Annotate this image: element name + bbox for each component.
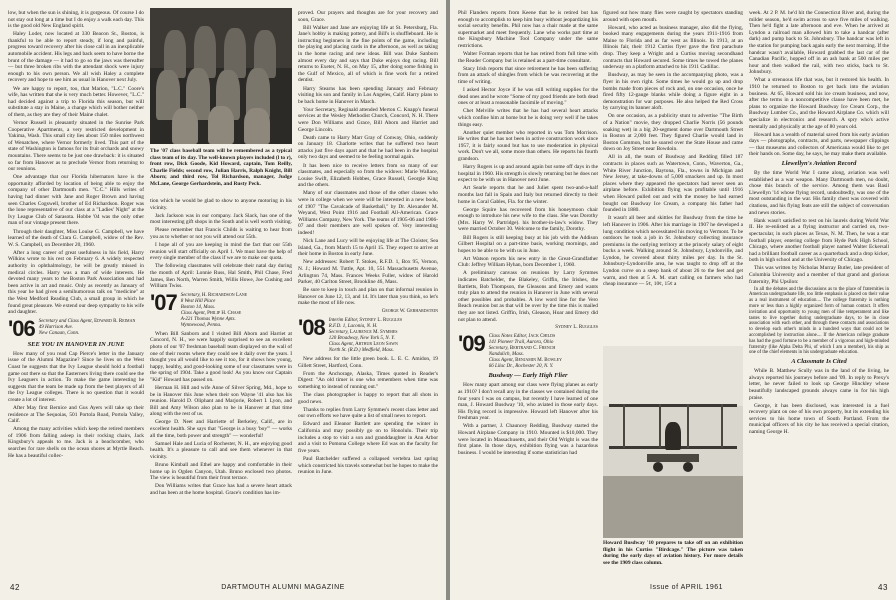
paragraph: Bill Walker and Jane are enjoying life at St. Petersburg, Fla. Jane's hobby is making pottery, and Bill's is shuffleboard. He is instructing beginners in the fine points of the game, including the playing and placing cards in the afternoon, as well as taking in the home racing and new ideas. Bill was Duke Sanborn almost every day and says that Duke enjoys dog racing. Bill returns to Exeter, N. H., on May 15, after doing some fishing in the Gulf of Mexico, all of which is fine work for a retired dentist. (298, 24, 438, 84)
right-column-1 (458, 10, 598, 578)
class-year: '08 (298, 315, 325, 341)
paragraph: Howard, who acted as business manager, also did the flying, booked many engagements during the years 1911-1916 from Maine to Florida and as far west as Illinois. In 1913, at an Illinois fair, their 1912 Curtiss flyer gave the first parachute drop. They keep a Wright and a Curtiss moving secondhand contracts that Howard secured. Some times he towed the planes underway on a platform attached to his 1911 Cadillac. (603, 24, 743, 71)
paragraph: While B. Matthew Scully was in the land of the living, he always reported his journeys before and '09. In reply to Prexy's letter, he never failed to look up George Hinckley whose beautifully landscaped grounds always came in for his high praise. (749, 368, 889, 401)
paragraph: Bruno Kimball and Ethel are happy and comfortable in their home up in Ogden Canyon, Utah. Bruno enclosed two photos. The view is beautiful from their front terrace. (150, 462, 292, 482)
section-subheading: SEE YOU IN HANOVER IN JUNE (27, 340, 125, 348)
baseball-team-photo (150, 8, 292, 144)
right-column-2 (603, 10, 743, 340)
paragraph: George D. Neet and Harriette of Berkeley, Calif., are in excellent health. She says that "George is a busy 'boy'" — works all the time, both power and strength" — wonderful! (150, 419, 292, 439)
paragraph: Busdway, as may be seen in the accompanying photo, was a flyer in his own right. Some times he would go up and drop bombs made from pieces of rock and, on one occasion, once he fired fifty 12-gauge blanks while doing a figure eight in a demonstration for war purposes. He also helped the Red Cross by carrying its banner aloft. (603, 72, 743, 112)
paragraph: By the time World War I came along, aviation was well established as a war weapon. Many Dartmouth men, no doubt, chose this branch of the service. Among them was Basil Llewellyn '14 whose flying record, undoubtedly, was one of the most outstanding in the war. His family chest was covered with citations, and his flying feats are still the subject of conversation and news stories. (749, 170, 889, 216)
paragraph: The following classmates will celebrate their natal day during the month of April: Lonnie Russ, Hal Smith, Phil Chase, Fred James, Ben North, Warren Smith, Willis Howe, Joe Cushing and William Twiss. (150, 263, 292, 290)
paragraph: After a long career of great usefulness in his field, Harry Wilkins wrote to his rest on February 6. A widely respected authority in ophthalmology, he will be greatly missed in medical circles. Harry was a man of wide interests. He devoted many years to the Boston Park Association and had been active in art and music. Only as recently as January of this year he had given a semihumorous talk on "medicine" at the West Medford Reading Club, a small group in which he found great pleasure. We extend our deep sympathy to his wife and daughter. (8, 249, 144, 316)
paragraph: Thanks to replies from Larry Symmes's recent class letter and our own efforts we have quite a list of small news to report. (298, 406, 438, 420)
paragraph: Don Williams writes that Grace has had a severe heart attack and has been at the home hospital. Grace's condition has im- (150, 483, 292, 496)
paragraph: low, but when the sun is shining, it is gorgeous. Of course I do not stay out long at a time but I do enjoy a walk each day. This is the good old New England spirit. (8, 10, 144, 30)
issue-label: Issue of APRIL 1961 (650, 584, 724, 591)
airplane-photo (603, 346, 743, 538)
quote-paragraph: In all the debates and the discussions as to the place of fraternities in American undergraduate life, too little emphasis is placed on their value as a real instrument of education.... The college fraternity is nothing more or less than a highly organized form of human contact. It offers invitation and opportunity to young men of like temperament and like tastes to live together during undergraduate days, to be in close association with each other, and through these contacts and associations to develop each other's minds in a hundred ways that could not be accomplished by instruction alone.... If the American college graduate has had the good fortune to be a member of a vigorous and high-minded fraternity (like Alpha Delta Phi, of which I am a member), his ship as one of the chief elements in his undergraduate education. (749, 286, 889, 356)
magazine-title: DARTMOUTH ALUMNI MAGAZINE (221, 584, 345, 591)
paragraph: Stacy Irish reports that since retirement he has been suffering from an attack of shingles from which he was recovering at the time of writing. (458, 65, 598, 85)
section-subheading: Llewellyn's Aviation Record (781, 160, 857, 168)
paragraph: Hank wasn't satisfied to rest on his laurels during World War II. He re-enlisted as a flying instructor and carried on, two-spectacular, in such places as Texas, N. M. Then, he was a star football player, entering college from Hyde Park High School, Chicago, where another football player named Walter Eckersall had a brilliant football career as a quarterback and a drop kicker, both in high school and at the University of Chicago. (749, 217, 889, 264)
class-year: '07 (150, 289, 177, 315)
paragraph: Bill Rogers is still keeping busy at his job with the Addison Gilbert Hospital on a part-time basis, working mornings, and hopes to be able to be with us in June. (458, 234, 598, 254)
class-officers: Secretary and Class Agent, Edward R. Reiman 49 Harrison Ave. New Canaan, Conn. (38, 318, 136, 336)
paragraph: Walter Forman reports that he has retired from full time with the Reader Company but is retained as a part-time consultant. (458, 51, 598, 64)
section-subheading: Busdway — Early High Flier (488, 372, 568, 380)
paragraph: Samuel Hale and Lucia of Rochester, N. H., are enjoying good health. It's a pleasure to call and see them whenever in that vicinity. (150, 440, 292, 460)
paragraph: Art Watson reports his new entry in the Great-Grandfather Club: Jeffrey William Hyhan, born December 1, 1960. (458, 255, 598, 269)
paragraph: Be sure to keep in touch and plan on that informal reunion in Hanover on June 12, 13, and 14. It's later than you think, so let's make the most of life now. (298, 287, 438, 307)
paragraph: I asked Hector Joyce if he was still writing supplies for the dead ones and he wrote "Some of my good friends are both dead ones or at least a reasonable facsimile of moving." (458, 87, 598, 107)
class-year: '06 (8, 315, 35, 341)
paragraph: George, it has been disclosed, was interested in a fuel recovery plant on one of his own property, but its extending his services to his home town of South Portland. From the municipal officers of his city he has received a special citation, naming George H. (749, 402, 889, 436)
paragraph: Paul Batchelder suffered a collapsed vertebra last spring which constricted his travels somewhat but he hopes to make the reunion in June. (298, 455, 438, 476)
paragraph: When Bill Sanborn and I visited Bill Aborn and Harriet at Concord, N. H., we were happily surprised to see an excellent photo of our '07 freshman baseball team displayed on the wall of one of their rooms where they could see it daily over the years. I thought you all would like to see it too, for it shows how young, happy, healthy, and good-looking some of our classmates were in the spring of 1904. Take a good look! As you know our Captain "Kid" Howard has passed on. (150, 330, 292, 383)
signature: George W. Gerhardstein (381, 308, 438, 314)
paragraph: proved. Our prayers and thoughts are for your recovery and soon, Grace. (298, 10, 438, 23)
paragraph: New address for the little green book. L. E. C. Amidon, 19 Gillett Street, Hartford, Conn. (298, 356, 438, 369)
paragraph: With a partner, J. Chauncey Redding, Busdway started the Howard Airplane Company in 1910. Mounted is $10,000. They were located in Massachusetts, and their Old Wright is was the first plane. In those days, exhibition flying was a hazardous business. I would be interesting if some statistician had (458, 423, 598, 456)
paragraph: This was written by Nicholas Murray Butler, late president of Columbia University and a member of that grand and glorious fraternity, Phi Upsilon: (749, 265, 889, 285)
paragraph: figured out how many flies were caught by spectators standing around with open mouth. (603, 10, 743, 23)
class-header-1907 (150, 289, 292, 329)
paragraph: One advantage that our Florida hibernators have is the opportunity afforded by location of being able to enjoy the company of other Dartmouth men. "C.C." Hills writes of having had dinner with Jane and Roger Brown and having seen Charles Cogswell, brother of Ed Richardson. Roger was the lone representative of our class at a "Ladies' Night" at the Ivy League Club of Sarasota. Hobbe '04 was the only other man of our vintage present there. (8, 174, 144, 227)
paragraph: Nick Lane and Lucy will be enjoying life at The Cloister, Sea Island, Ga., from March 15 to April 15. They expect to arrive at their home in Boston in early June. (298, 238, 438, 258)
paragraph: Your Secretary, Reginald attended Merton C. Knapp's funeral services at the Wesley Methodist Church, Concord, N. H. There were Don Williams and Grace, Bill Aborn and Harriet and George Lincoln. (298, 106, 438, 133)
class-header-1908 (298, 315, 438, 354)
left-page-footer (0, 583, 446, 595)
paragraph: Phil Flanders reports from Keene that he is retired but has enough to accomplish to keep him busy without jeopardizing his social security benefits. Phil now has a chair made at the same supermarket and meet frequently. Lane who works part time at the Kingsbury Machine Tool Company under the same restrictions. (458, 10, 598, 49)
paragraph: George Squire has recovered from his honeymoon chair enough to introduce his new wife to the class. She was Dorothy (Mrs. Harry W. Partridge). his brother-in-law's widow. They were married October 30. Welcome to the family, Dorothy. (458, 206, 598, 233)
paragraph: Art Searle reports that he and Juliet spent two-and-a-half months last fall in Spain and Italy but returned directly to their home in Coral Gables, Fla. for the winter. (458, 185, 598, 205)
paragraph: Death came to Harry Marr Gray of Conway, Ohio, suddenly on January 18. Charlotte writes that he suffered two heart attacks just five days apart and that he had been in the hospital only two days and seemed to be feeling normal again. (298, 134, 438, 161)
paragraph: The class photographer is happy to report that all shots in good news. (298, 392, 438, 405)
class-officers: Class Notes Editor, Jack Childs 141 Pioneer Trail, Aurora, Ohio Secretary, Bertrand C. French Nandulich, Mass. Class Agent, Benjamin M. Bowley 66 Lilac Dr., Rochester 20, N. Y. (488, 334, 563, 370)
left-column-1 (8, 10, 144, 578)
paragraph: tion which he would be glad to show to anyone motoring in his vicinity. (150, 198, 292, 211)
paragraph: Another quiet member who reported in was Tom Morrison. He writes that he has not been in active construction work since 1957, it is fairly sound but has to use moderation in physical work. Don't we all, some more than others. He reports his fourth grandson. (458, 129, 598, 162)
paragraph: How many of you read Cap Pierce's letter in the January issue of the Alumni Magazine? Since he lives on the West Coast he suggests that the Ivy League should hold a football game out there so that the Easterners living there could see the Ivy Leaguers in action. To make the game interesting he suggests that the team be made up from the best players of all the Ivy League colleges. There is no question that it would create a lot of interest. (8, 350, 144, 403)
paragraph: After May first Bernice and Gus Ayers will take up their residence at The Sequoias, 501 Portola Road, Portola Valley, Calif. (8, 404, 144, 425)
paragraph: Vernor Russell is pleasantly situated in the Sunrise Park Cooperative Apartments, a very restricted development in Yakima, Wash. This small city lies about 150 miles northwest of Wenatchee, where Vernor formerly lived. This part of the state of Washington is famous for its fruit orchards and snowy mountains. There seems to be just one drawback: it is situated so far from Hanover as to preclude Vernor from returning to our reunions. (8, 120, 144, 173)
paragraph: Please remember that Francis Childs is waiting to hear from you as to whether or not you will attend our 55th. (150, 227, 292, 240)
signature: Sydney L. Ruggles (555, 324, 598, 330)
paragraph: Harry Stearns has been spending January and February visiting his son and family in Los Angeles, Calif. Harry plans to be back home in Hanover in March. (298, 85, 438, 105)
paragraph: Many of our classmates and those of the other classes who were in college when we were will be interested in a new book, of 1907 "The Cavalcade of Basketball," by Dr. Alexander M. Weyand, West Point 1916 and Football All-American. Grace Williams Company, New York. The teams of 1905-06 and 1906-07 and their members are well spoken of. Very interesting indeed! (298, 190, 438, 236)
paragraph: A preliminary canvass on reunions by Larry Symmes indicates Batchelder, the Blakeley, Griffin, the Irishes, the Bartletts, Bob Thompson, the Gleasons and Emery and wants truly plan to attend the reunion in Hanover in June with several other possibles and probables. A low word line for the Vero Beach reunion but as that will be over by the time this is mailed they are not listed. Griffin, Irish, Gleason, Hoar and Emery did not plan to attend. (458, 270, 598, 323)
photo-caption: The '07 class baseball team will be remembered as a typical class team of its day. The well-known players included (l to r), front row, Dick Goode, Kid Howard, captain, Tom Reilly, Charlie Fields; second row, Julian Harris, Ralph Knight, Bill Aborn; and third row, Tol Richardson, manager, Judge McLane, George Gerhardstein, and Rusty Peck. (150, 148, 292, 187)
paragraph: Chet Melville writes that he has had several heart attacks which confine him at home but he is doing very well if he takes things easy. (458, 108, 598, 128)
class-header-1909 (458, 331, 598, 370)
paragraph: Harry Rogers is up and around again but some off days in the hospital in 1960. His strength is slowly returning but he does not expect to be with us in Hanover next June. (458, 164, 598, 184)
paragraph: Through their daughter, Miss Louise G. Campbell, we have learned of the death of Clara G. Campbell, widow of the Rev. W. S. Campbell, on December 20, 1960. (8, 228, 144, 248)
paragraph: On one occasion, as a publicity stunt to advertise "The Birth of a Nation" movie, they dropped Charlie Norris (56 pounds soaking wet) in a big 20-segment dome over Dartmouth Street in Boston at 2,000 feet. They figured Charlie would land in Boston Common, but he soared over the State House and came down on Joy Street near Bowdoin. (603, 113, 743, 153)
paragraph: Haley Loder, now located at 330 Beacon St., Boston, is thankful to be able to report steady, if long and painful, progress toward recovery after his close call in an inexplicable automobile accident. His legs and back seem to have borne the brunt of the damage — it had to go so the jaws was thereafter — but three broken ribs with the attendant shock were injury enough to his own person. We all wish Haley a complete recovery and hope to see him as usual in Hanover next July. (8, 31, 144, 84)
paragraph: week. At 2 P. M. he'd hit the Connecticut River and, during the milder season, he'd swim across to save five miles of walking. Then he'd fight a late afternoon and eve. When he arrived at Lyndon a railroad man allowed him to take a handcar (after dark) and pump back to St. Johnsbury. The handcar was left in the station for pumping back again early the next morning. If the handcar wasn't available, Howard grabbed the last car of the Canadian Pacific, hopped off in an ash bank at 500 miles per hour and then walked the rail, with two sticks, back to St. Johnsbury. (749, 10, 889, 76)
left-column-3 (298, 10, 438, 578)
class-officers: Secretary, H. Richardson Lane 8 West Hill Place Boston 14, Mass. Class Agent, Philip H. Chase A-221 Thomas Wynne Apts. Wynnewood, Penna. (180, 292, 248, 328)
page-number: 42 (10, 583, 20, 592)
class-header-1906 (8, 315, 144, 341)
paragraph: How many apart among our class were flying planes as early as 1910? I don't recall any in the classes we contained during the four years I was on campus, but recently I have learned of one man, J. Howard Busdway '10, who aviated in those early days. His flying record is impressive. Howard left Hanover after his freshman year. (458, 382, 598, 422)
paragraph: From the Anchorage, Alaska, Times quoted in Reader's Digest: "An old timer is one who remembers when time was something to instead of running out." (298, 370, 438, 390)
right-page (450, 0, 896, 600)
paragraph: All in all, the team of Busdway and Redding filled 187 contracts in places such as Watertown, Conn., Waverton, Ga., White River Junction, Baytona, Fla., towns in Michigan and New Jersey, at take-downs of 5,000 smackers and up. In most places where they appeared the spectators had never seen an airplane before. Exhibition flying was profitable until 1916 when Howard pulled out and with the money he had earned bought out Busdway Ice Cream, a company his father had founded in 1880. (603, 154, 743, 214)
right-column-3 (749, 10, 889, 578)
paragraph: I hope all of you are keeping in mind the fact that our 55th reunion will start officially on April 1. We must have the help of every single member of the class if we are to make our quota. (150, 242, 292, 262)
section-subheading: A Classmate Is Cited (791, 358, 847, 366)
paragraph: It wasn't all beer and skittles for Busdway from the time he left Hanover in 1906. After his marriage in 1907 he developed a lung condition which necessitated his moving to Vermont. To be outdoors he took a job in St. Johnsbury collecting insurance premiums in the outlying territory at the princely salary of eight bucks a week. Walking around St. Johnsbury, Lyndonville, and Lyndon, he covered about thirty miles per day. In the St. Johnsbury-Lyndonville area, he was taught to drop off at the Lyndon curve on a steep bank of about 26 to the feet and get warm, and then at 5 A. M. start calling on farmers who had cheap insurance — 5¢, 10¢, 15¢ a (603, 215, 743, 288)
paragraph: It has been nice to receive letters from so many of our classmates, and especially so from the widows: Marie Wallace, Louise Swift, Elizabeth Hobbes, Grace Russell, Georgie King and the others. (298, 162, 438, 189)
paragraph: Among the many activities which keep the retired members of 1906 from falling asleep in their rocking chairs, Jack Kingsbury's appeals to me. Jack is a beachcomber, who searches for rare shells on the ocean shores at Myrtle Beach. He has a beautiful collec- (8, 426, 144, 459)
left-column-2 (150, 198, 292, 576)
paragraph: Edward and Eleanor Bartlett are spending the winter in California and may possibly go on to Honolulu. Their trip includes a stop to visit a son and granddaughter in Ann Arbor and a visit to Pomona College where Ed was on the faculty for five years. (298, 421, 438, 454)
paragraph: What a strenuous life that was, but it restored his health. In 1910 he returned to Boston to get back into the aviation business. At 65, Howard sold his ice cream business, and now, after the terms in a noncompetitive clause have been met, he plans to organize the Howard Busdway Ice Cream Corp., the Busdway Lumber Co., and the Howard Airplane Co. which will specialize in electronics and research. A spry who's active mentally and physically at the age of 80 years old. (749, 77, 889, 130)
left-page (0, 0, 446, 600)
paragraph: New addresses: Robert T. Stokes, R.F.D. 1, Box 95, Vernon, N. J.; Howard M. Tuttle, Apt. 10, 551 Massachusetts Avenue, Arlington 74, Mass. Frances Weeks Fuller, widow of Harold Parker, 40 Carlton Street, Brookline 46, Mass. (298, 259, 438, 286)
paragraph: Jack Jackson was in our company. Jack Slack, has one of the most interesting gift shops in the South and is well worth visiting. (150, 212, 292, 226)
paragraph: We are happy to report, too, that Marion, "L.C." Coore's wife, has written that she is very much better. However, "L.C." had decided against a trip to Florida this season, but will substitute a stay in Maine, a change which will bother neither of them, as they are they of their Maine chalet. (8, 85, 144, 118)
class-officers: Interim Editor, Sydney L. Ruggles R.F.D. 1, Laconia, N. H. Secretary, Laurence M. Symmes 120 Broadway, New York 5, N. Y. Class Agent, Arthur Leon Sawn North St. (R.D.) Medfield, Mass. (328, 318, 403, 354)
page-number: 43 (878, 583, 888, 592)
paragraph: Herman H. Hill and wife Anne of Silver Spring, Md., hope to be in Hanover this June when their son Wayne '41 also has his reunion. Harold D. Oliphant and Marjorie, Robert I. Lyon, and Bill and Amy Wilson also plan to be in Hanover at that time along with the rest of us. (150, 384, 292, 418)
photo-caption: Howard Busdway '10 prepares to take off on an exhibition flight in his Curtiss "Birdcage." The picture was taken during the early days of aviation history. For more details see the 1909 class column. (603, 540, 743, 566)
paragraph: Howard has a wealth of material saved from his early aviation days — photographs, contracts, and parts, newspaper clippings — that museums and collectors of Americana would like to get their hands on. Some day, he says, he may make them available. (749, 131, 889, 158)
class-year: '09 (458, 331, 485, 357)
right-page-footer (450, 583, 896, 595)
